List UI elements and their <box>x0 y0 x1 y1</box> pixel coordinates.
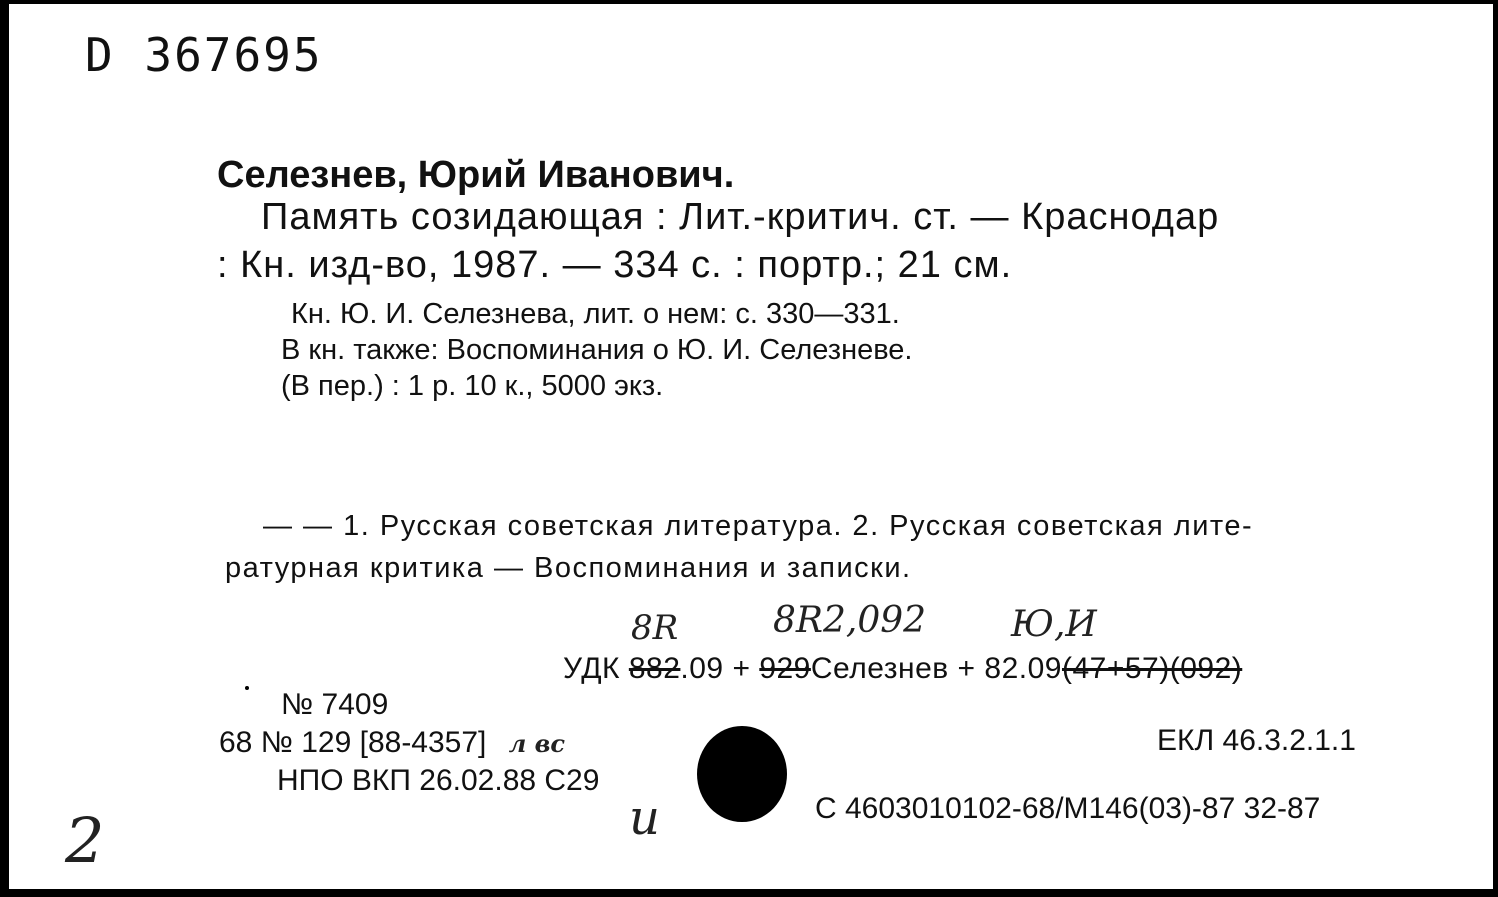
npo-line: НПО ВКП 26.02.88 С29 <box>277 764 600 797</box>
udk-struck-1: 882 <box>628 652 681 685</box>
udk-part-2: Селезнев + 82.09 <box>810 652 1062 685</box>
punch-hole <box>697 726 787 822</box>
udk-line <box>563 652 1242 686</box>
corner-handwritten-number: 2 <box>65 804 105 877</box>
handwritten-code-2: 8R2,092 <box>773 600 927 641</box>
title-line-1: Память созидающая : Лит.-критич. ст. — Краснодар <box>261 196 1220 238</box>
subject-line-1: — — 1. Русская советская литература. 2. Русская советская лите- <box>263 510 1254 542</box>
order-handwritten: л вс <box>508 729 566 758</box>
order-number: 68 № 129 [88-4357] <box>219 726 487 759</box>
catalog-card <box>6 4 1493 889</box>
udk-struck-3: (47+57)(092) <box>1061 652 1243 685</box>
handwritten-initial: и <box>629 790 660 846</box>
isbn-line: С 4603010102-68/М146(03)-87 32-87 <box>815 792 1321 825</box>
udk-struck-2: 929 <box>759 652 811 685</box>
title-line-2: : Кн. изд-во, 1987. — 334 с. : портр.; 21 см. <box>217 244 1013 286</box>
note-contents: В кн. также: Воспоминания о Ю. И. Селезневе. <box>281 334 913 366</box>
udk-prefix: УДК <box>563 652 629 685</box>
ekl-code: ЕКЛ 46.3.2.1.1 <box>1157 724 1356 757</box>
order-line <box>219 726 565 760</box>
ink-speck <box>245 686 249 690</box>
handwritten-code-3: Ю,И <box>1011 604 1097 645</box>
note-bibliography: Кн. Ю. И. Селезнева, лит. о нем: с. 330—331. <box>291 298 900 330</box>
note-price: (В пер.) : 1 р. 10 к., 5000 экз. <box>281 370 664 402</box>
author-heading: Селезнев, Юрий Иванович. <box>217 154 735 196</box>
handwritten-code-1: 8R <box>631 608 679 648</box>
number-line: № 7409 <box>281 688 389 721</box>
call-number: D 367695 <box>85 28 323 82</box>
subject-line-2: ратурная критика — Воспоминания и записки. <box>225 552 912 584</box>
udk-part-1: .09 + <box>680 652 760 685</box>
